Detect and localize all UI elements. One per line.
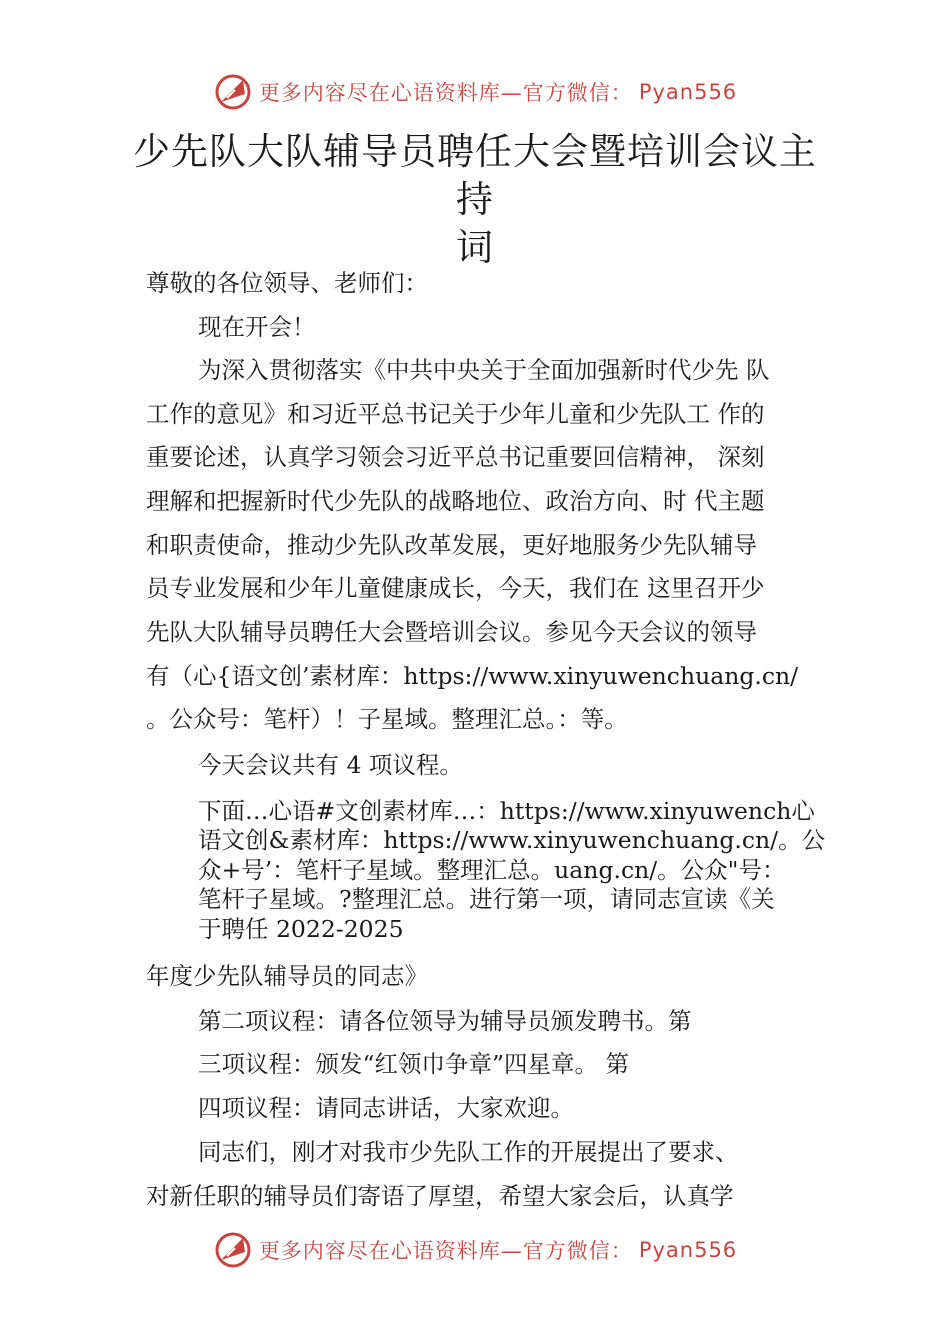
watermark-footer [0, 1228, 950, 1272]
opening-line: 现在开会！ [198, 313, 316, 341]
flag-emblem-icon [213, 1230, 253, 1270]
paragraph-line: 。公众号：笔杆）！子星域。整理汇总。：等。 [146, 705, 628, 733]
paragraph-line: 有（心{语文创’素材库：https://www.xinyuwenchuang.cn/ [146, 662, 799, 690]
paragraph-line: 和职责使命，推动少先队改革发展，更好地服务少先队辅导 [146, 531, 757, 559]
paragraph-line: 为深入贯彻落实《中共中央关于全面加强新时代少先 队 [198, 356, 770, 384]
agenda-count: 今天会议共有 4 项议程。 [198, 751, 463, 779]
watermark-text: 更多内容尽在心语资料库—官方微信： [258, 81, 633, 105]
watermark-header [0, 70, 950, 114]
greeting: 尊敬的各位领导、老师们： [146, 269, 428, 297]
title-line-1: 少先队大队辅导员聘任大会暨培训会议主持 [133, 130, 817, 221]
paragraph-line: 工作的意见》和习近平总书记关于少年儿童和少先队工 作的 [146, 400, 765, 428]
watermark-text: 更多内容尽在心语资料库—官方微信： [258, 1239, 633, 1263]
title-line-2: 词 [456, 226, 494, 269]
watermark-brand: Pyan556 [638, 80, 738, 104]
paragraph-line: 下面…心语#文创素材库…：https://www.xinyuwench心 [198, 797, 815, 825]
agenda-item-2: 第二项议程：请各位领导为辅导员颁发聘书。第 [198, 1007, 692, 1035]
agenda-item-3: 三项议程：颁发“红领巾争章”四星章。 第 [198, 1050, 629, 1078]
paragraph-line: 于聘任 2022-2025 [198, 915, 404, 943]
paragraph-line: 对新任职的辅导员们寄语了厚望，希望大家会后，认真学 [146, 1182, 734, 1210]
paragraph-line: 同志们，刚才对我市少先队工作的开展提出了要求、 [198, 1138, 739, 1166]
paragraph-line: 语文创&素材库：https://www.xinyuwenchuang.cn/。公 [198, 826, 826, 854]
flag-emblem-icon [213, 72, 253, 112]
watermark-brand: Pyan556 [638, 1238, 738, 1262]
paragraph-line: 笔杆子星域。?整理汇总。进行第一项，请同志宣读《关 [198, 885, 775, 913]
page-title [120, 128, 830, 272]
paragraph-line: 年度少先队辅导员的同志》 [146, 962, 428, 990]
paragraph-line: 理解和把握新时代少先队的战略地位、政治方向、时 代主题 [146, 487, 765, 515]
agenda-item-4: 四项议程：请同志讲话，大家欢迎。 [198, 1094, 574, 1122]
paragraph-line: 众+号’：笔杆子星域。整理汇总。uang.cn/。公众"号： [198, 856, 786, 884]
paragraph-line: 员专业发展和少年儿童健康成长，今天，我们在 这里召开少 [146, 574, 765, 602]
paragraph-line: 重要论述，认真学习领会习近平总书记重要回信精神， 深刻 [146, 443, 765, 471]
paragraph-line: 先队大队辅导员聘任大会暨培训会议。参见今天会议的领导 [146, 618, 757, 646]
